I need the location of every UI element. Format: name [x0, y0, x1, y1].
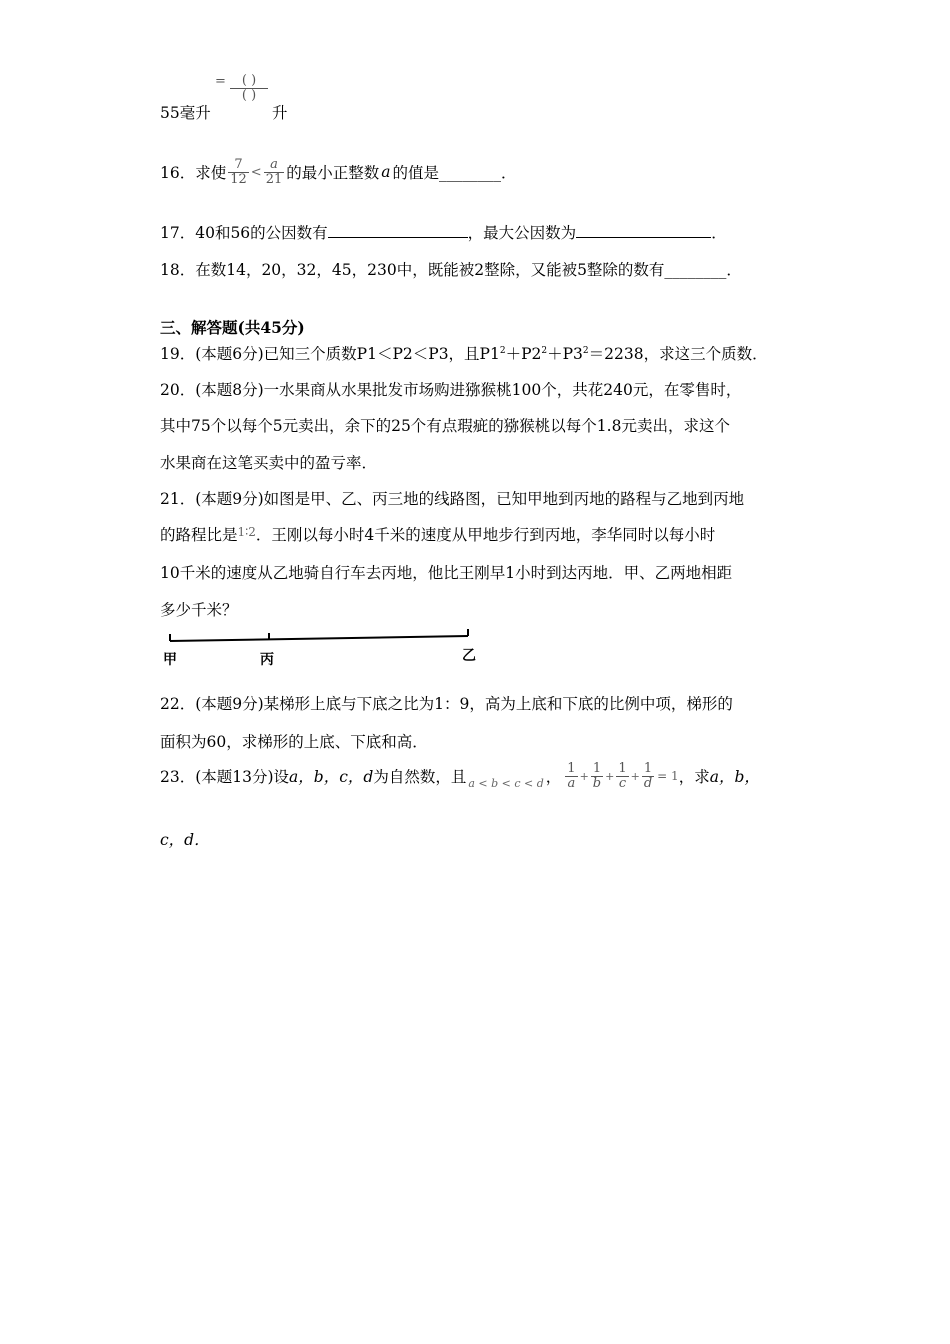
q19-line	[160, 342, 768, 364]
q23-line-1	[160, 762, 760, 790]
q23-text-b: 为自然数，且	[373, 768, 467, 787]
section-3-title: 三、解答题(共45分)	[160, 318, 305, 337]
q16-label: 16．求使	[160, 164, 227, 183]
q19-text-d: ＝2238，求这三个质数．	[588, 345, 768, 363]
q17-blank-1[interactable]	[328, 223, 468, 238]
q19-sup-2: 2	[541, 345, 548, 356]
q21-text-2b: ．王刚以每小时4千米的速度从甲地步行到丙地，李华同时以每小时	[255, 526, 716, 544]
q23-plus-2: +	[605, 769, 615, 783]
q23-line-2: c，d．	[160, 831, 210, 849]
q21-ratio: 1∶2	[237, 525, 256, 539]
q16-f2-num: a	[264, 158, 285, 173]
q21-line-4: 多少千米？	[160, 601, 238, 619]
route-label-jia: 甲	[163, 652, 177, 668]
q23-fc-num: 1	[618, 761, 627, 776]
route-label-bing: 丙	[260, 652, 274, 668]
q18-line: 18．在数14，20，32，45，230中，既能被2整除，又能被5整除的数有________．	[160, 261, 742, 279]
q16-line	[160, 158, 517, 186]
q23-text-a: 23．(本题13分)设	[160, 768, 290, 787]
route-line	[170, 636, 468, 641]
route-label-yi: 乙	[462, 648, 476, 664]
q22-line-1: 22．(本题9分)某梯形上底与下底之比为1：9，高为上底和下底的比例中项，梯形的	[160, 695, 733, 713]
q23-fa-den: a	[567, 775, 576, 791]
q19-text-a: 19．(本题6分)已知三个质数P1＜P2＜P3，且P1	[160, 345, 500, 363]
q17-text-b: ，最大公因数为	[467, 224, 577, 242]
q16-var: a	[381, 163, 391, 182]
q19-text-b: ＋P2	[505, 345, 542, 363]
q19-sup-3: 2	[582, 345, 589, 356]
q23-fa-num: 1	[567, 761, 576, 776]
q23-fb-den: b	[592, 775, 602, 791]
q23-fb-num: 1	[591, 762, 603, 777]
q19-text-c: ＋P3	[547, 345, 583, 363]
q23-vars-2: a，b，	[709, 768, 760, 787]
q15-num: ( )	[230, 74, 268, 89]
q16-text-b: 的值是________．	[392, 164, 517, 183]
q23-plus-3: +	[630, 769, 640, 783]
q23-comma: ，	[545, 768, 562, 787]
q15-fraction	[215, 74, 268, 102]
q23-text-c: ，求	[678, 768, 710, 787]
q16-text-a: 的最小正整数	[286, 164, 380, 183]
q16-f1-num: 7	[228, 158, 249, 173]
q22-line-2: 面积为60，求梯形的上底、下底和高．	[160, 733, 428, 751]
q23-frac-a	[565, 762, 577, 790]
q21-line-2	[160, 523, 715, 545]
q23-frac-c	[616, 762, 628, 790]
q16-frac1	[228, 158, 249, 186]
q20-line-2: 其中75个以每个5元卖出，余下的25个有点瑕疵的猕猴桃以每个1.8元卖出，求这个	[160, 417, 730, 435]
q19-sup-1: 2	[499, 345, 506, 356]
q17-text-c: ．	[711, 224, 727, 242]
q21-text-2a: 的路程比是	[160, 526, 238, 544]
q20-line-1: 20．(本题8分)一水果商从水果批发市场购进猕猴桃100个，共花240元，在零售时，	[160, 381, 742, 399]
q15-prefix: 55毫升	[160, 104, 211, 122]
q15-eq: =	[215, 74, 226, 89]
q23-equals-one: = 1	[657, 769, 679, 784]
q23-vars-1: a，b，c，d	[289, 768, 374, 787]
q23-plus-1: +	[579, 769, 589, 783]
q23-frac-b	[591, 762, 603, 790]
q16-frac2	[264, 158, 285, 186]
q21-line-1: 21．(本题9分)如图是甲、乙、丙三地的线路图，已知甲地到丙地的路程与乙地到丙地	[160, 490, 745, 508]
q16-f2-den: 21	[265, 171, 283, 187]
route-diagram	[160, 626, 490, 646]
q15-unit: 升	[272, 104, 288, 122]
q15-frac	[230, 74, 268, 102]
q23-frac-d	[642, 762, 654, 790]
q23-fc-den: c	[618, 775, 627, 791]
q23-inequality: a < b < c < d	[468, 776, 544, 790]
q16-f1-den: 12	[230, 171, 247, 187]
q21-line-3: 10千米的速度从乙地骑自行车去丙地，他比王刚早1小时到达丙地．甲、乙两地相距	[160, 564, 733, 582]
q17-line	[160, 221, 727, 243]
q17-blank-2[interactable]	[576, 223, 711, 238]
q17-text-a: 17．40和56的公因数有	[160, 224, 328, 242]
q23-fd-num: 1	[642, 762, 654, 777]
q15-den: ( )	[241, 87, 257, 103]
q20-line-3: 水果商在这笔买卖中的盈亏率．	[160, 454, 378, 472]
q23-fd-den: d	[643, 775, 653, 791]
q16-lt: <	[250, 164, 262, 180]
